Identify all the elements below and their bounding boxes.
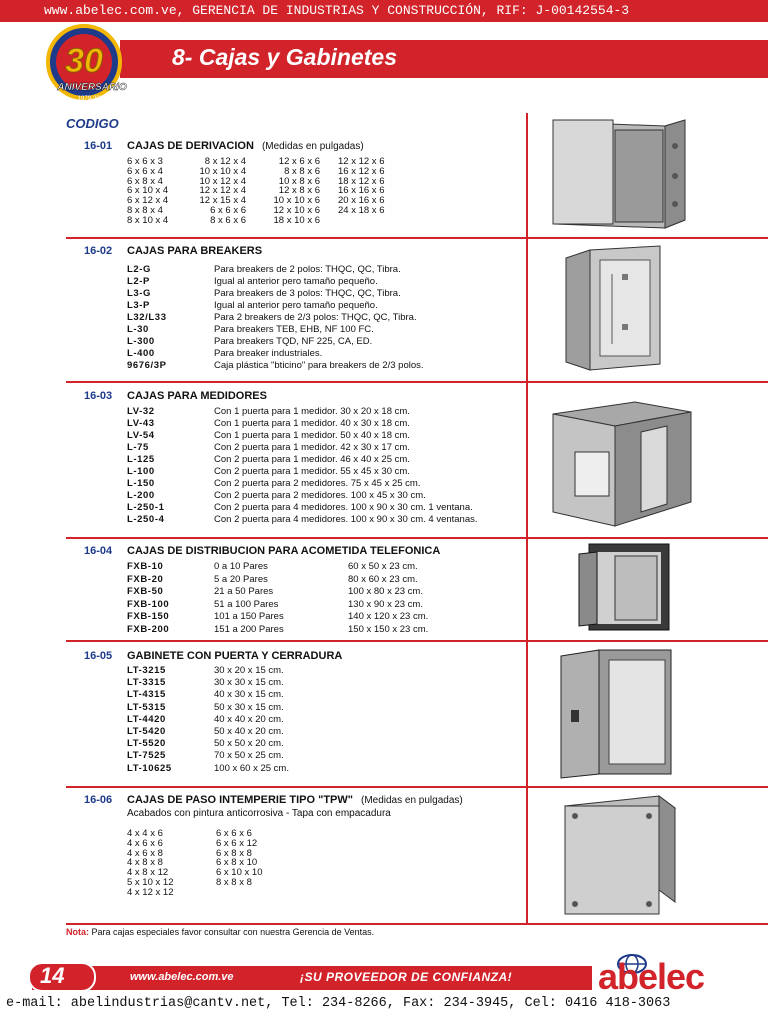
list-item: 8 x 8 x 8 xyxy=(216,876,252,888)
badge-years: 1979-2009 xyxy=(77,96,107,102)
list-item: L-150 xyxy=(127,478,155,489)
description-column xyxy=(214,264,424,372)
code-column xyxy=(127,561,169,636)
section-title xyxy=(127,140,364,152)
list-item: 10 x 8 x 6 xyxy=(278,175,320,187)
list-item: 12 x 6 x 6 xyxy=(278,156,320,167)
list-item: 30 x 30 x 15 cm. xyxy=(214,677,284,689)
header-contact-line: www.abelec.com.ve, GERENCIA DE INDUSTRIAS Y CONSTRUCCIÓN, RIF: J-00142554-3 xyxy=(0,0,768,22)
company-logo: abelec xyxy=(598,956,705,997)
list-item: L-400 xyxy=(127,348,155,359)
list-item: Con 1 puerta para 1 medidor. 50 x 40 x 18 cm. xyxy=(214,430,410,441)
size-column xyxy=(190,157,246,226)
section-title: CAJAS PARA BREAKERS xyxy=(127,245,263,257)
section-title-text: CAJAS DE DERIVACION xyxy=(127,140,254,152)
list-item: LT-5420 xyxy=(127,726,166,738)
section-code: 16-02 xyxy=(84,245,113,257)
codigo-label: CODIGO xyxy=(66,116,119,131)
code-column xyxy=(127,406,164,526)
list-item: Con 1 puerta para 1 medidor. 30 x 20 x 18 cm. xyxy=(214,406,410,417)
list-item: LT-4315 xyxy=(127,689,166,701)
size-column xyxy=(338,157,384,216)
list-item: FXB-150 xyxy=(127,611,170,622)
list-item: LT-7525 xyxy=(127,750,166,762)
badge-number: 30 xyxy=(65,42,103,80)
list-item: 18 x 10 x 6 xyxy=(273,214,320,226)
list-item: Con 2 puerta para 4 medidores. 100 x 90 x 30 cm. 1 ventana. xyxy=(214,502,473,513)
list-item: 6 x 6 x 3 xyxy=(127,156,163,167)
section-subtitle: (Medidas en pulgadas) xyxy=(360,795,463,806)
list-item: L-250-4 xyxy=(127,514,165,525)
list-item: FXB-100 xyxy=(127,598,170,610)
list-item: 8 x 6 x 6 xyxy=(210,214,246,226)
section-divider xyxy=(66,237,768,239)
footnote xyxy=(66,927,374,937)
list-item: Con 2 puerta para 1 medidor. 55 x 45 x 30 cm. xyxy=(214,466,410,477)
list-item: 0 a 10 Pares xyxy=(214,561,268,572)
column-divider xyxy=(526,113,528,925)
list-item: Con 2 puerta para 1 medidor. 46 x 40 x 25 cm. xyxy=(214,454,410,465)
list-item: LT-3215 xyxy=(127,665,166,676)
list-item: 6 x 6 x 6 xyxy=(210,204,246,216)
footer-contact-line: e-mail: abelindustrias@cantv.net, Tel: 234-8266, Fax: 234-3945, Cel: 0416 418-3063 xyxy=(6,996,671,1011)
list-item: LT-5520 xyxy=(127,738,166,750)
footer-slogan: ¡SU PROVEEDOR DE CONFIANZA! xyxy=(300,970,513,984)
telephone-distribution-box-image xyxy=(575,540,675,636)
list-item: 8 x 12 x 4 xyxy=(204,156,246,167)
list-item: 80 x 60 x 23 cm. xyxy=(348,573,418,585)
list-item: Con 2 puerta para 2 medidores. 75 x 45 x 25 cm. xyxy=(214,478,421,489)
list-item: LV-54 xyxy=(127,430,155,441)
list-item: 12 x 10 x 6 xyxy=(273,204,320,216)
list-item: 5 x 10 x 12 xyxy=(127,876,174,888)
list-item: Para breakers TEB, EHB, NF 100 FC. xyxy=(214,324,374,335)
list-item: 101 a 150 Pares xyxy=(214,611,284,622)
section-title: CAJAS PARA MEDIDORES xyxy=(127,390,267,402)
list-item: 4 x 8 x 8 xyxy=(127,857,163,869)
size-column xyxy=(214,665,289,775)
section-code: 16-05 xyxy=(84,650,113,662)
list-item: 10 x 12 x 4 xyxy=(199,175,246,187)
list-item: 4 x 6 x 8 xyxy=(127,847,163,859)
list-item: 6 x 8 x 4 xyxy=(127,175,163,187)
breaker-box-image xyxy=(560,244,670,374)
list-item: LV-43 xyxy=(127,418,155,429)
list-item: Para 2 breakers de 2/3 polos: THQC, QC, Tibra. xyxy=(214,312,417,323)
section-code: 16-01 xyxy=(84,140,113,152)
section-code: 16-04 xyxy=(84,545,113,557)
list-item: LT-5315 xyxy=(127,701,166,713)
section-divider xyxy=(66,786,768,788)
list-item: 8 x 8 x 4 xyxy=(127,204,163,216)
list-item: 130 x 90 x 23 cm. xyxy=(348,598,423,610)
list-item: LT-10625 xyxy=(127,762,172,774)
badge-text: ANIVERSARIO xyxy=(57,82,127,93)
list-item: Con 2 puerta para 4 medidores. 100 x 90 x 30 cm. 4 ventanas. xyxy=(214,514,478,525)
size-column xyxy=(258,157,320,226)
list-item: 60 x 50 x 23 cm. xyxy=(348,561,418,572)
list-item: 51 a 100 Pares xyxy=(214,598,279,610)
list-item: 12 x 12 x 4 xyxy=(199,185,246,197)
list-item: 100 x 60 x 25 cm. xyxy=(214,762,289,774)
section-title: GABINETE CON PUERTA Y CERRADURA xyxy=(127,650,343,662)
derivation-box-image xyxy=(545,116,695,234)
pairs-column xyxy=(214,561,284,636)
list-item: 70 x 50 x 25 cm. xyxy=(214,750,284,762)
list-item: 12 x 8 x 6 xyxy=(278,185,320,197)
page-number: 14 xyxy=(40,963,65,988)
section-code: 16-06 xyxy=(84,794,113,806)
section-code: 16-03 xyxy=(84,390,113,402)
list-item: 6 x 6 x 12 xyxy=(216,837,258,849)
list-item: 6 x 12 x 4 xyxy=(127,195,169,207)
list-item: Igual al anterior pero tamaño pequeño. xyxy=(214,276,378,287)
list-item: 4 x 4 x 6 xyxy=(127,828,163,839)
list-item: 24 x 18 x 6 xyxy=(338,204,385,216)
list-item: Para breakers TQD, NF 225, CA, ED. xyxy=(214,336,373,347)
list-item: L-125 xyxy=(127,454,155,465)
section-subtitle: (Medidas en pulgadas) xyxy=(261,141,364,152)
list-item: LT-3315 xyxy=(127,677,166,689)
meter-box-image xyxy=(545,392,695,530)
list-item: 8 x 8 x 6 xyxy=(284,165,320,177)
size-column xyxy=(127,157,168,226)
section-title-text: CAJAS DE PASO INTEMPERIE TIPO "TPW" xyxy=(127,794,353,806)
list-item: LV-32 xyxy=(127,406,155,417)
list-item: L-200 xyxy=(127,490,155,501)
list-item: L2-P xyxy=(127,276,150,287)
list-item: 10 x 10 x 6 xyxy=(273,195,320,207)
list-item: FXB-10 xyxy=(127,561,164,572)
footnote-text: Para cajas especiales favor consultar con nuestra Gerencia de Ventas. xyxy=(91,927,375,937)
list-item: L2-G xyxy=(127,264,152,275)
size-column xyxy=(127,829,173,898)
list-item: 4 x 12 x 12 xyxy=(127,886,174,898)
section-title xyxy=(127,794,463,806)
list-item: Con 2 puerta para 1 medidor. 42 x 30 x 17 cm. xyxy=(214,442,410,453)
list-item: 16 x 16 x 6 xyxy=(338,185,385,197)
list-item: 8 x 10 x 4 xyxy=(127,214,169,226)
list-item: 140 x 120 x 23 cm. xyxy=(348,611,429,622)
list-item: L3-P xyxy=(127,300,150,311)
section-divider xyxy=(66,537,768,539)
list-item: 6 x 6 x 4 xyxy=(127,165,163,177)
cabinet-with-lock-image xyxy=(555,646,675,782)
list-item: L-75 xyxy=(127,442,149,453)
list-item: 18 x 12 x 6 xyxy=(338,175,385,187)
list-item: L-300 xyxy=(127,336,155,347)
list-item: 151 a 200 Pares xyxy=(214,623,284,635)
list-item: LT-4420 xyxy=(127,713,166,725)
list-item: 100 x 80 x 23 cm. xyxy=(348,586,423,597)
list-item: 9676/3P xyxy=(127,360,167,371)
list-item: 4 x 8 x 12 xyxy=(127,867,169,879)
list-item: 20 x 16 x 6 xyxy=(338,195,385,207)
page-title: 8- Cajas y Gabinetes xyxy=(172,44,397,70)
list-item: 50 x 40 x 20 cm. xyxy=(214,726,284,738)
section-title: CAJAS DE DISTRIBUCION PARA ACOMETIDA TELEFONICA xyxy=(127,545,441,557)
list-item: L3-G xyxy=(127,288,152,299)
footer-website-link[interactable]: www.abelec.com.ve xyxy=(130,971,234,983)
list-item: 6 x 8 x 10 xyxy=(216,857,258,869)
section-divider xyxy=(66,640,768,642)
list-item: 10 x 10 x 4 xyxy=(199,165,246,177)
code-column xyxy=(127,264,167,372)
list-item: 6 x 10 x 10 xyxy=(216,867,263,879)
list-item: 40 x 30 x 15 cm. xyxy=(214,689,284,701)
list-item: FXB-20 xyxy=(127,573,164,585)
list-item: 150 x 150 x 23 cm. xyxy=(348,623,429,635)
section-divider xyxy=(66,381,768,383)
list-item: 30 x 20 x 15 cm. xyxy=(214,665,284,676)
code-column xyxy=(127,665,172,775)
list-item: 6 x 8 x 8 xyxy=(216,847,252,859)
list-item: 40 x 40 x 20 cm. xyxy=(214,713,284,725)
list-item: Para breakers de 2 polos: THQC, QC, Tibra. xyxy=(214,264,401,275)
finish-note: Acabados con pintura anticorrosiva - Tapa con empacadura xyxy=(127,808,391,819)
list-item: 21 a 50 Pares xyxy=(214,586,274,597)
list-item: FXB-50 xyxy=(127,586,164,597)
anniversary-badge xyxy=(40,20,160,110)
list-item: Igual al anterior pero tamaño pequeño. xyxy=(214,300,378,311)
list-item: 12 x 12 x 6 xyxy=(338,156,385,167)
list-item: 50 x 50 x 20 cm. xyxy=(214,738,284,750)
list-item: 6 x 10 x 4 xyxy=(127,185,169,197)
list-item: FXB-200 xyxy=(127,623,170,635)
tpw-junction-box-image xyxy=(555,792,681,920)
footnote-label: Nota: xyxy=(66,927,89,937)
list-item: L-30 xyxy=(127,324,149,335)
list-item: 4 x 6 x 6 xyxy=(127,837,163,849)
list-item: 16 x 12 x 6 xyxy=(338,165,385,177)
description-column xyxy=(214,406,478,526)
list-item: 50 x 30 x 15 cm. xyxy=(214,701,284,713)
section-divider xyxy=(66,923,768,925)
size-column xyxy=(216,829,262,888)
list-item: L-100 xyxy=(127,466,155,477)
list-item: 6 x 6 x 6 xyxy=(216,828,252,839)
list-item: 12 x 15 x 4 xyxy=(199,195,246,207)
list-item: 5 a 20 Pares xyxy=(214,573,268,585)
list-item: Para breakers de 3 polos: THQC, QC, Tibra. xyxy=(214,288,401,299)
list-item: L32/L33 xyxy=(127,312,167,323)
list-item: Caja plástica "bticino" para breakers de 2/3 polos. xyxy=(214,360,424,371)
list-item: Para breaker industriales. xyxy=(214,348,323,359)
list-item: Con 1 puerta para 1 medidor. 40 x 30 x 18 cm. xyxy=(214,418,410,429)
list-item: L-250-1 xyxy=(127,502,165,513)
list-item: Con 2 puerta para 2 medidores. 100 x 45 x 30 cm. xyxy=(214,490,426,501)
size-column xyxy=(348,561,428,636)
